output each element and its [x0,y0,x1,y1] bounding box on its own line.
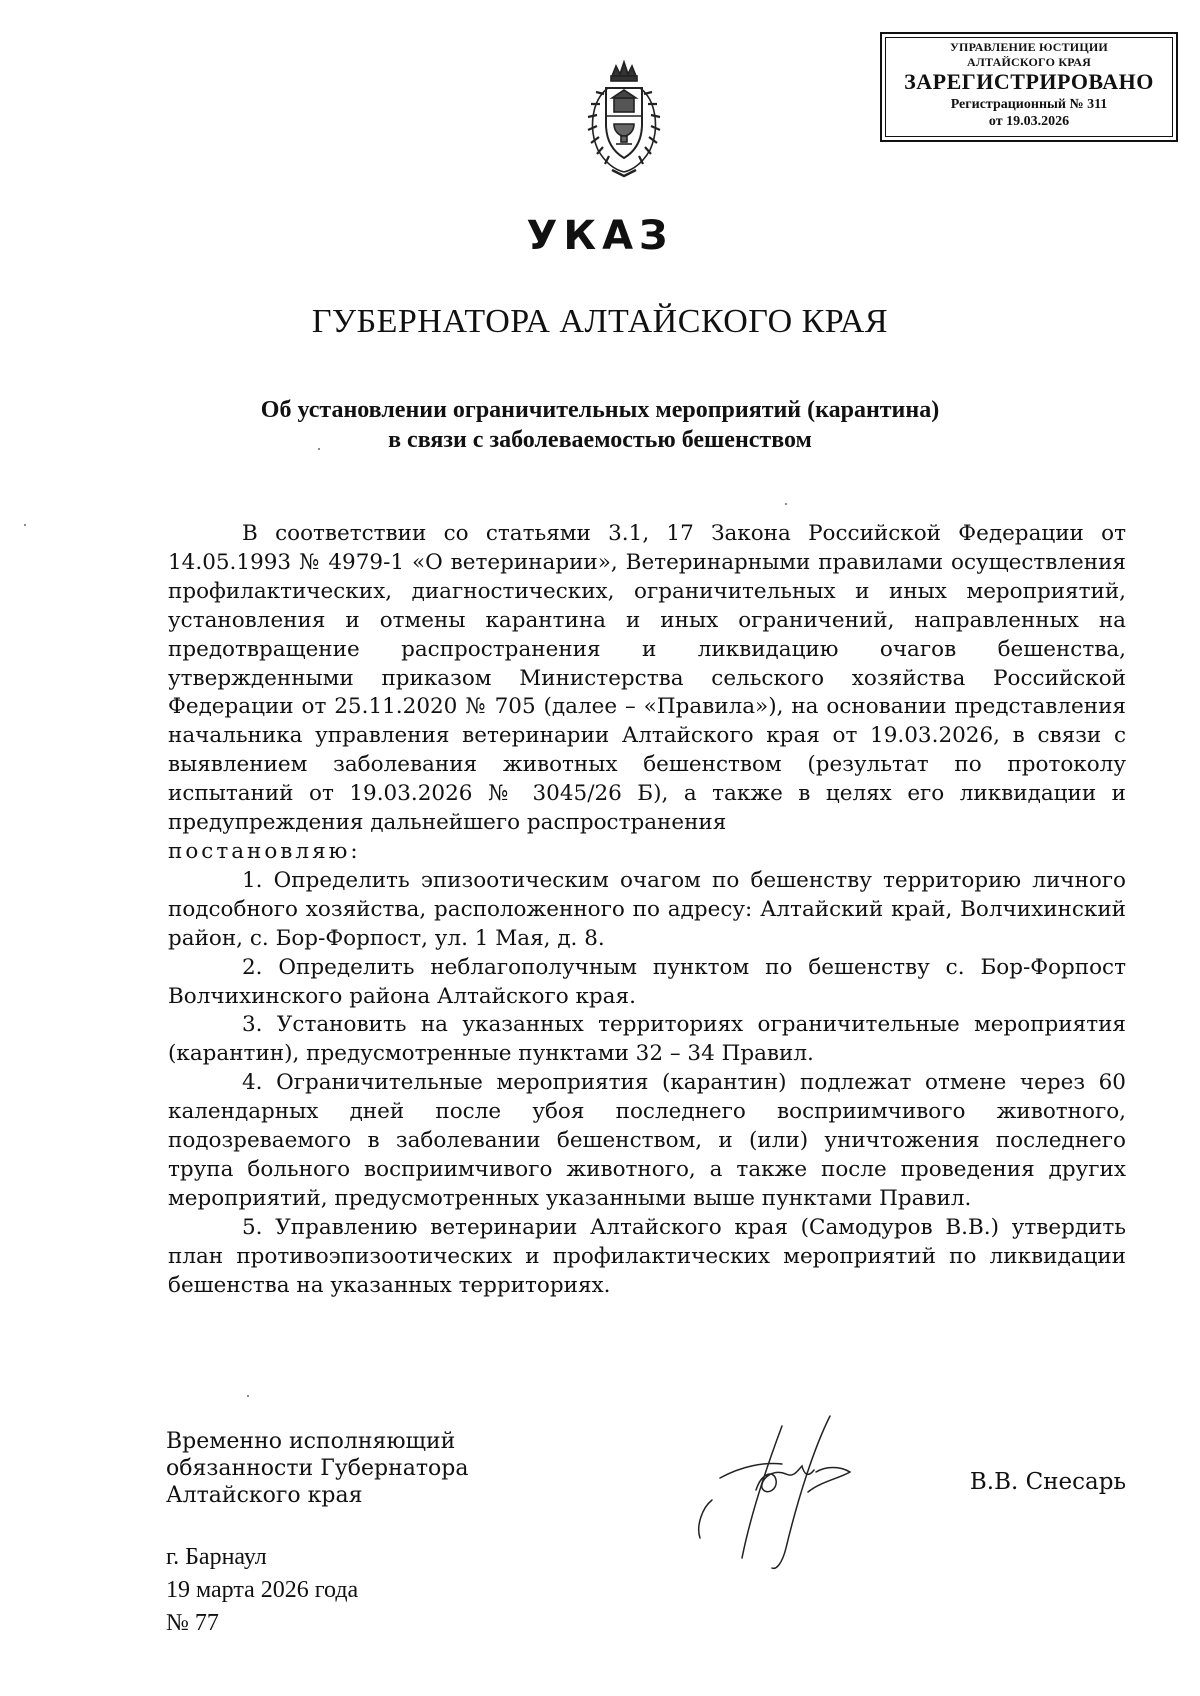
issuer-title: ГУБЕРНАТОРА АЛТАЙСКОГО КРАЯ [311,303,889,340]
stamp-org-line2: АЛТАЙСКОГО КРАЯ [967,55,1091,69]
decree-item-4: 4. Ограничительные мероприятия (карантин) подлежат отмене через 60 календарных дней после убоя последнего восприимчивого животного, подозреваемого в заболевании бешенством, и (или) уничтожения последнего трупа больного восприимчивого животного, а также после проведения других мероприятий, предусмотренных указанными выше пунктами Правил. [168,1070,1126,1211]
registration-stamp-inner [885,37,1173,137]
handwritten-signature-icon [690,1408,900,1578]
issue-city: г. Барнаул [166,1544,267,1570]
issue-info [166,1541,358,1640]
scan-speck [24,524,26,526]
preamble-paragraph: В соответствии со статьями 3.1, 17 Закона Российской Федерации от 14.05.1993 № 4979-1 «О ветеринарии», Ветеринарными правилами осуществления профилактических, диагностических, ограничительных и иных мероприятий, установления и отмены карантина и иных ограничений, направленных на предотвращение распространения и ликвидацию очагов бешенства, утвержденными приказом Министерства сельского хозяйства Российской Федерации от 25.11.2020 № 705 (далее – «Правила»), на основании представления начальника управления ветеринарии Алтайского края от 19.03.2026, в связи с выявлением заболевания животных бешенством (результат по протоколу испытаний от 19.03.2026 № 3045/26 Б), а также в целях его ликвидации и предупреждения дальнейшего распространения [168,521,1126,836]
document-subject [0,395,1200,455]
document-type: УКАЗ [526,213,674,259]
stamp-reg-number: Регистрационный № 311 [950,97,1108,112]
registration-stamp [880,32,1178,142]
signer-position-line3: Алтайского края [166,1483,363,1508]
subject-line-2: в связи с заболеваемостью бешенством [388,427,812,453]
signer-position-line2: обязанности Губернатора [166,1456,469,1481]
scan-speck [318,448,320,450]
decree-item-2: 2. Определить неблагополучным пунктом по бешенству с. Бор-Форпост Волчихинского района Алтайского края. [168,954,1126,1009]
subject-line-1: Об установлении ограничительных мероприятий (карантина) [260,397,940,423]
issue-number: № 77 [166,1610,219,1636]
decree-item-3: 3. Установить на указанных территориях ограничительные мероприятия (карантин), предусмотренные пунктами 32 – 34 Правил. [168,1012,1126,1067]
document-body [168,520,1126,1300]
signer-position-line1: Временно исполняющий [166,1429,456,1454]
issue-date: 19 марта 2026 года [166,1577,359,1603]
coat-of-arms-icon [578,58,670,182]
decree-item-5: 5. Управлению ветеринарии Алтайского края (Самодуров В.В.) утвердить план противоэпизоотических и профилактических мероприятий по ликвидации бешенства на указанных территориях. [168,1214,1126,1298]
stamp-org-line1: УПРАВЛЕНИЕ ЮСТИЦИИ [950,40,1108,54]
scan-speck [247,1395,249,1397]
signer-name: В.В. Снесарь [969,1469,1126,1495]
signer-position [166,1428,526,1509]
scan-speck [785,503,787,505]
decree-word: постановляю: [168,838,361,864]
stamp-reg-date: от 19.03.2026 [988,114,1070,129]
decree-item-1: 1. Определить эпизоотическим очагом по бешенству территорию личного подсобного хозяйства, расположенного по адресу: Алтайский край, Волчихинский район, с. Бор-Форпост, ул. 1 Мая, д. 8. [168,867,1126,951]
stamp-status: ЗАРЕГИСТРИРОВАНО [904,69,1154,94]
